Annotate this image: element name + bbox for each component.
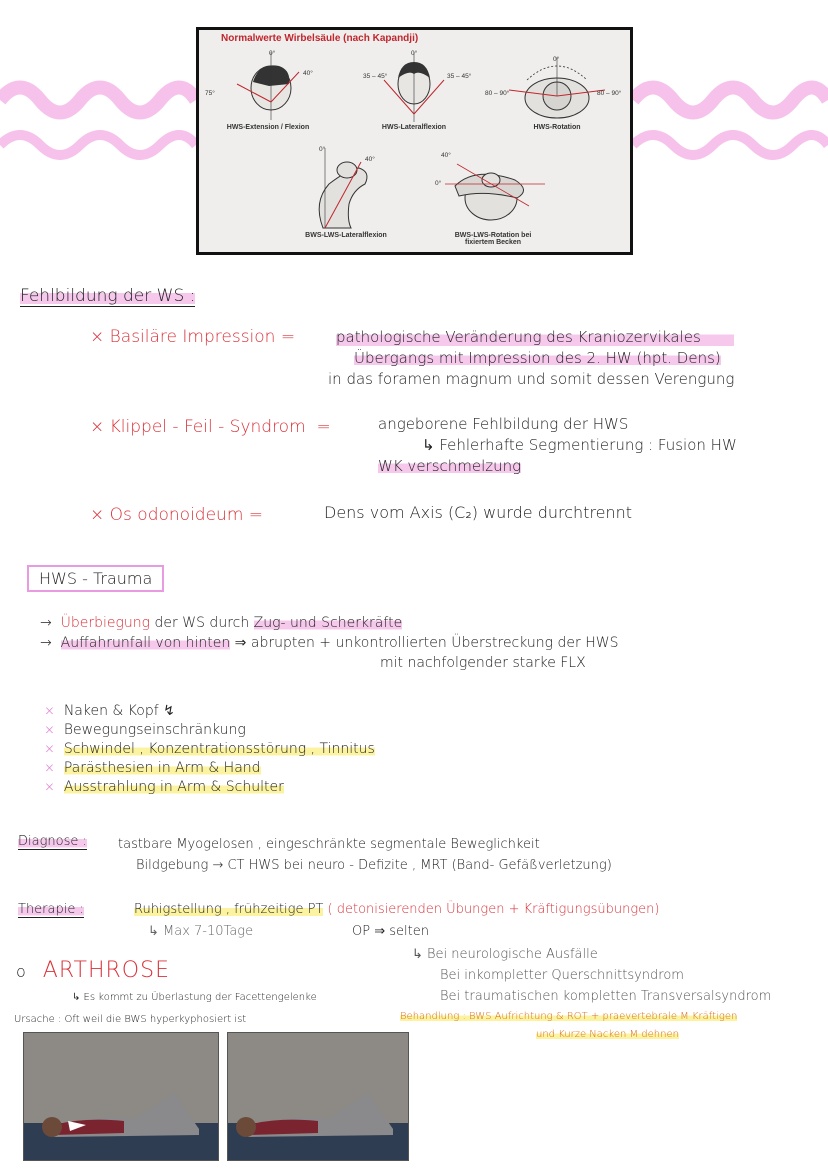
trauma-cause-2-cont: mit nachfolgender starke FLX — [380, 655, 586, 671]
therapie-label: Therapie : — [18, 902, 84, 917]
symptom-item: × Parästhesien in Arm & Hand — [44, 760, 261, 776]
definition-os-odontoideum: Dens vom Axis (C₂) wurde durchtrennt — [324, 503, 633, 522]
therapie-op-indications: ↳ Bei neurologische Ausfälle Bei inkompletter Querschnittsyndrom Bei traumatischen kompletten Transversalsyndrom — [412, 947, 772, 1004]
head-lateral-flexion-icon — [379, 52, 449, 124]
section-heading-arthrose: o ARTHROSE — [16, 958, 170, 983]
definition-basilaere-impression: pathologische Veränderung des Kraniozervikales Übergangs mit Impression des 2. HW (hpt. Dens) in das foramen magnum und somit dessen Verengung — [328, 328, 735, 388]
therapie-sub: ↳ Max 7-10Tage — [148, 924, 254, 939]
trauma-cause-list — [40, 613, 619, 673]
deg-label: 0° — [411, 50, 418, 57]
term-klippel-feil-syndrom: × Klippel - Feil - Syndrom = — [90, 417, 331, 437]
panel-label: BWS-LWS-Rotation bei fixiertem Becken — [454, 232, 532, 246]
trunk-rotation-icon — [445, 150, 545, 226]
therapie-line: Ruhigstellung , frühzeitige PT ( detonisierenden Übungen + Kräftigungsübungen) — [134, 902, 660, 917]
deg-label: 80 – 90° — [597, 90, 622, 97]
deg-label: 40° — [441, 152, 451, 159]
exercise-photo-2 — [227, 1032, 409, 1161]
panel-label: HWS-Rotation — [533, 124, 581, 131]
arthrose-ursache: Ursache : Oft weil die BWS hyperkyphosiert ist — [14, 1014, 247, 1025]
arthrose-behandlung: Behandlung : BWS Aufrichtung & ROT + praevertebrale M Kräftigen und Kurze Nacken M dehnen — [400, 1011, 738, 1040]
deg-label: 80 – 90° — [485, 90, 510, 97]
section-heading-hws-trauma: HWS - Trauma — [27, 565, 164, 592]
term-os-odontoideum: × Os odonoideum = — [90, 505, 264, 525]
exercise-photo-1 — [23, 1032, 219, 1161]
panel-label: BWS-LWS-Lateralflexion — [305, 232, 387, 239]
panel-label: HWS-Extension / Flexion — [226, 124, 310, 131]
deg-label: 0° — [553, 56, 560, 63]
diagnose-text: tastbare Myogelosen , eingeschränkte segmentale Beweglichkeit Bildgebung → CT HWS bei neuro - Defizite , MRT (Band- Gefäßverletzung) — [118, 837, 612, 873]
definition-klippel-feil: angeborene Fehlbildung der HWS ↳ Fehlerhafte Segmentierung : Fusion HW WK verschmelzung — [378, 415, 737, 475]
trauma-cause-2: → Auffahrunfall von hinten ⇒ abrupten + unkontrollierten Überstreckung der HWS — [40, 635, 619, 651]
symptom-item: × Ausstrahlung in Arm & Schulter — [44, 779, 284, 795]
term-basilaere-impression: × Basiläre Impression = — [90, 327, 296, 347]
symptom-item: × Schwindel , Konzentrationsstörung , Tinnitus — [44, 741, 375, 757]
deg-label: 35 – 45° — [363, 73, 388, 80]
deg-label: 0° — [269, 50, 276, 57]
deg-label: 0° — [319, 146, 326, 153]
deg-label: 40° — [365, 156, 375, 163]
panel-label: HWS-Lateralflexion — [381, 124, 447, 131]
deg-label: 35 – 45° — [447, 73, 472, 80]
deg-label: 75° — [205, 90, 215, 97]
head-extension-flexion-icon — [229, 52, 309, 124]
figure-title: Normalwerte Wirbelsäule (nach Kapandji) — [221, 33, 419, 44]
section-heading-fehlbildung: Fehlbildung der WS : — [20, 286, 196, 306]
trauma-cause-1: → Überbiegung der WS durch Zug- und Scherkräfte — [40, 615, 403, 631]
deg-label: 40° — [303, 70, 313, 77]
arthrose-sub: ↳ Es kommt zu Überlastung der Facettengelenke — [72, 992, 317, 1003]
deg-label: 0° — [435, 180, 442, 187]
diagnose-label: Diagnose : — [18, 834, 87, 849]
symptom-item: × Naken & Kopf ↯ — [44, 703, 175, 719]
spine-normal-values-figure — [196, 27, 633, 255]
therapie-op: OP ⇒ selten — [352, 924, 429, 939]
symptom-item: × Bewegungseinschränkung — [44, 722, 246, 738]
symptom-list — [44, 702, 375, 797]
